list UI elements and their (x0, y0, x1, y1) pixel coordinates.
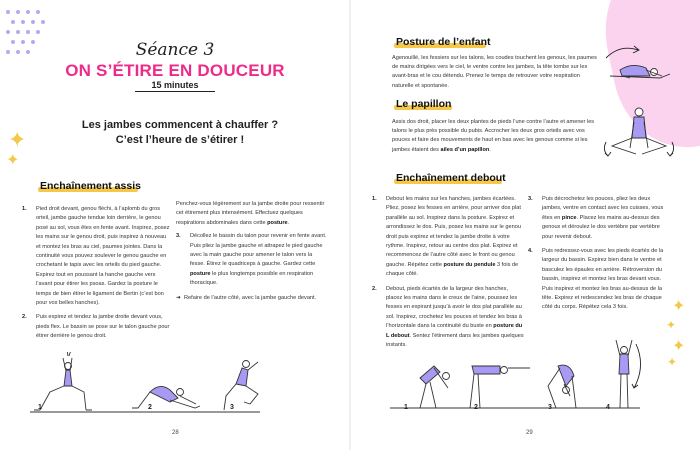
arrow-icon: ➜ (176, 294, 181, 301)
instruction-item: 3. Décollez le bassin du talon pour revenir en fente avant. Puis pliez la jambe gauche et attrapez le pied gauche avec la main gauche pour amener le talon vers la fesse. Étirez le quadriceps à gauche. Gardez cette posture le plus longtemps possible en respiration thoracique. (176, 233, 327, 287)
instruction-item: 2. Puis expirez et tendez la jambe droite devant vous, pieds flex. Le bassin se pose sur le talon gauche pour étirer derrière le genou droit. (22, 314, 170, 340)
intro-line: C’est l’heure de s’étirer ! (115, 134, 245, 146)
text-column (528, 195, 668, 318)
sparkle-icon: ✦ (6, 150, 20, 169)
butterfly-pose-illustration (598, 100, 680, 170)
seance-label: Séance 3 (135, 40, 215, 60)
lunge-figure-icon (34, 352, 92, 410)
sparkle-icon: ✦ (666, 318, 677, 332)
right-page (350, 0, 700, 450)
instruction-item: 2. Debout, pieds écartés de la largeur des hanches, placez les mains dans le creux de l’aine, poussez les fesses en expirant jusqu’à avoir le dos plat parallèle au sol. Inspirez, crochetez les pouces et tendez les bras à l’horizontale dans la continuité du buste en posture du L debout. Sentez l’étirement dans les jambes quelques instants. (372, 285, 524, 349)
instruction-item: 1. Debout les mains sur les hanches, jambes écartées. Pliez, posez les fesses en arrière, pour arriver dos plat parallèle au sol. Inspirez dans la posture. Expirez et arrondissez le dos. Puis, posez les mains sur le genou droit puis expirez et tendez la jambe droite à votre rythme. Inspirez, retour au centre dos plat. Expirez et recommencez de l’autre côté avec le front ou genou gauche. Répétez cette posture du pendule 3 fois de chaque côté. (372, 196, 521, 278)
child-pose-text: Agenouillé, les fessiers sur les talons, les coudes touchent les genoux, les paumes de mains dirigées vers le ciel, le ventre contre les jambes, la tête tombe sur les avant-bras et le cou détendu. Prenez le temps de retrouver votre respiration naturelle et spontanée. (392, 55, 597, 89)
pose-number: 2 (148, 404, 152, 411)
intro-line: Les jambes commencent à chauffer ? (81, 119, 279, 131)
sparkle-icon: ✦ (667, 355, 678, 369)
section-heading: Enchaînement assis (40, 180, 141, 192)
pose-number: 1 (38, 404, 42, 411)
standing-figure-icon (616, 340, 641, 408)
pose-number: 1 (404, 404, 408, 411)
child-pose-illustration (600, 40, 680, 85)
pose-illustrations (390, 336, 670, 416)
instruction-item: 4. Puis redressez-vous avec les pieds écartés de la largeur du bassin. Expirez bien dans le ventre et basculez les épaules en arrière. Rétroversion du bassin, inspirez et montez les bras devant vous. Puis inspirez et montez les bras au-dessus de la tête. Expirez et redescendez les bras de chaque côté du corps. Répétez cela 3 fois. (528, 248, 664, 311)
decorative-dots (4, 8, 48, 62)
text-column (372, 195, 524, 356)
paragraph: Penchez-vous légèrement sur la jambe droite pour ressentir cet étirement plus intensément. Effectuez quelques respirations abdominales dans cette posture. (176, 201, 325, 226)
page-number: 28 (172, 430, 179, 436)
instruction-item: 1. Pied droit devant, genou fléchi, à l’aplomb du gros orteil, jambe gauche tendue loin derrière, le genou posé au sol, vous êtes en fente avant. Inspirez, posez les mains sur le genou droit, puis inspirez à nouveau et montez les bras au ciel, paumes jointes. Dans la continuité vous pouvez soulever le genou gauche en crochetant le tapis avec les orteils du pied gauche. Expirez tout en poussant la hanche gauche vers l’avant pour étirer les psoas. Gardez la posture le temps de bien étirer le ligament de Bertin (c’est bon pour vos belles hanches). (22, 206, 170, 307)
intro-text (70, 118, 290, 148)
instruction-item: ➜ Refaire de l’autre côté, avec la jambe gauche devant. (176, 294, 328, 303)
pose-number: 3 (548, 404, 552, 411)
butterfly-text: Assis dos droit, placer les deux plantes de pieds l’une contre l’autre et amener les talons le plus près possible du pubis. Accrocher les deux gros orteils avec vos pouces et faire des mouvements de haut en bas avec les genoux comme si les jambes étaient des ailes d’un papillon. (392, 119, 595, 153)
text-column (22, 205, 172, 347)
page-number: 29 (526, 430, 533, 436)
section-heading: Posture de l’enfant (396, 36, 491, 48)
text-column (176, 200, 328, 308)
pose-number: 4 (606, 404, 610, 411)
section-heading: Le papillon (396, 98, 452, 110)
quad-stretch-figure-icon (224, 361, 258, 411)
pose-number: 2 (474, 404, 478, 411)
forward-bend-figure-icon (420, 366, 450, 408)
sparkle-icon: ✦ (8, 128, 27, 153)
pince-figure-icon (548, 365, 576, 408)
section-heading: Enchaînement debout (396, 172, 506, 184)
seated-stretch-figure-icon (132, 386, 200, 408)
sparkle-icon: ✦ (672, 336, 686, 355)
instruction-item: 3. Puis décrochetez les pouces, pliez les deux jambes, ventre en contact avec les cuisses, vous êtes en pince. Placez les mains au-dessus des genoux et déroulez le dos vertèbre par vertèbre pour revenir debout. (528, 196, 664, 240)
sparkle-icon: ✦ (672, 296, 686, 315)
duration-label: 15 minutes (135, 80, 215, 92)
page-title: ON S’ÉTIRE EN DOUCEUR (65, 61, 285, 80)
pose-number: 3 (230, 404, 234, 411)
l-shape-figure-icon (470, 366, 530, 408)
